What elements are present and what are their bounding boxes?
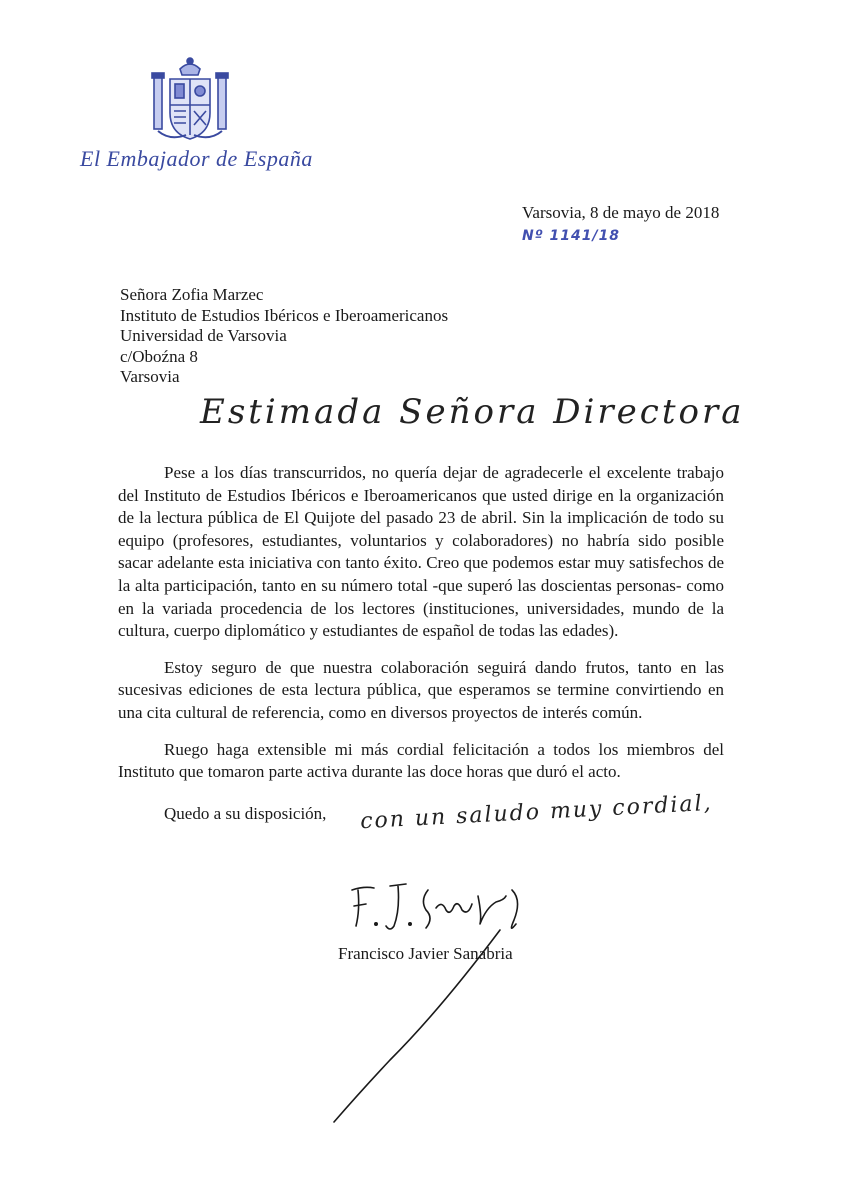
recipient-line: c/Oboźna 8 <box>120 346 198 366</box>
body-paragraph: Estoy seguro de que nuestra colaboración seguirá dando frutos, tanto en las sucesivas ediciones de esta lectura pública, que esperamos se termine convirtiendo en una cita cultural de referencia, como en diversos proyectos de interés común. <box>118 657 724 722</box>
handwritten-signature <box>300 860 560 1140</box>
letterhead-title: El Embajador de España <box>80 146 313 171</box>
coat-of-arms-icon <box>150 55 230 145</box>
handwritten-salutation: Estimada Señora Directora <box>200 392 745 432</box>
signer-name: Francisco Javier Sanabria <box>338 944 513 963</box>
recipient-line: Señora Zofia Marzec <box>120 285 264 304</box>
body-paragraph: Pese a los días transcurridos, no quería dejar de agradecerle el excelente trabajo del Instituto de Estudios Ibéricos e Iberoamericanos que usted dirige en la organización de la lectura pública de El Quijote del pasado 23 de abril. Sin la implicación de todo su equipo (profesores, estudiantes, voluntarios y colaboradores) no habría sido posible sacar adelante esta iniciativa con tanto éxito. Creo que podemos estar muy satisfechos de la alta participación, tanto en su número total -que superó las doscientas personas- como en la variada procedencia de los lectores (instituciones, universidades, mundo de la cultura, cuerpo diplomático y estudiantes de español de todas las edades). <box>118 463 724 641</box>
reference-number: Nº 1141/18 <box>522 228 621 244</box>
recipient-line: Universidad de Varsovia <box>120 326 287 345</box>
body-paragraph: Ruego haga extensible mi más cordial felicitación a todos los miembros del Instituto que tomaron parte activa durante las doce horas que duró el acto. <box>118 739 724 782</box>
letter-body <box>118 462 724 798</box>
closing-printed: Quedo a su disposición, <box>164 804 327 823</box>
closing-handwritten: con un saludo muy cordial, <box>359 790 714 835</box>
date-line: Varsovia, 8 de mayo de 2018 <box>522 203 720 222</box>
recipient-line: Varsovia <box>120 367 180 386</box>
recipient-address <box>120 285 448 388</box>
recipient-line: Instituto de Estudios Ibéricos e Iberoamericanos <box>120 305 449 325</box>
